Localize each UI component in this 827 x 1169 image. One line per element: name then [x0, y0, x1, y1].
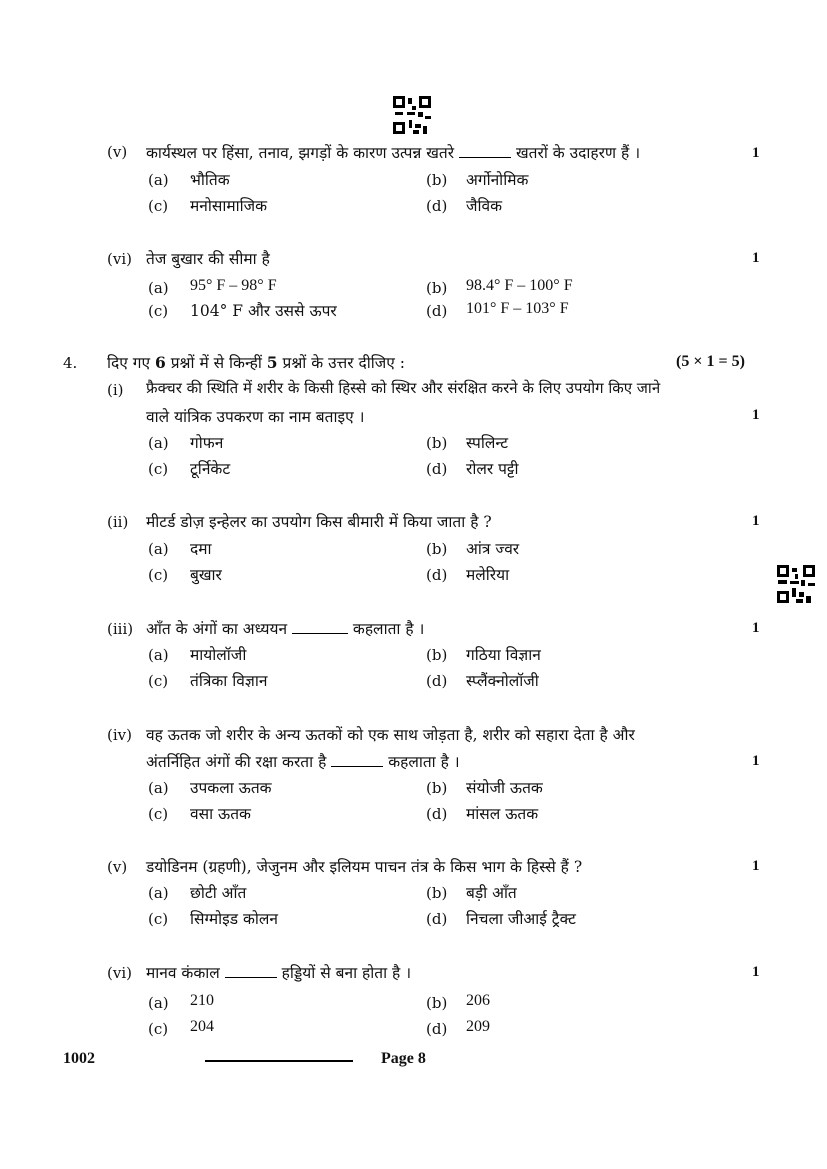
- option-label: (d): [426, 805, 448, 823]
- option-label: (b): [426, 779, 448, 797]
- option-label: (c): [148, 302, 169, 320]
- option-text: जैविक: [466, 197, 503, 215]
- option-label: (b): [426, 994, 448, 1012]
- question-marks: 1: [752, 858, 760, 874]
- section-total-marks: (5 × 1 = 5): [676, 353, 745, 370]
- option-text: मलेरिया: [466, 566, 510, 584]
- question-text-part: कहलाता है ।: [388, 753, 460, 771]
- footer-rule: [205, 1060, 353, 1062]
- option-label: (b): [426, 279, 448, 297]
- question-text-part: हड्डियों से बना होता है ।: [281, 964, 412, 982]
- option-text: दमा: [190, 540, 212, 558]
- option-label: (d): [426, 460, 448, 478]
- paper-code: 1002: [63, 1050, 95, 1067]
- option-text: 204: [190, 1018, 214, 1035]
- question-number: (vi): [107, 250, 132, 268]
- option-label: (c): [148, 910, 169, 928]
- instruction-part: प्रश्नों के उत्तर दीजिए :: [282, 354, 406, 372]
- option-text: गोफन: [190, 434, 224, 452]
- option-label: (c): [148, 197, 169, 215]
- option-text: 206: [466, 992, 490, 1009]
- question-number: (i): [107, 381, 124, 399]
- question-number: (v): [107, 143, 128, 161]
- option-label: (d): [426, 1020, 448, 1038]
- question-text: [146, 141, 640, 163]
- option-text: अर्गोनोमिक: [466, 171, 529, 189]
- option-label: (b): [426, 884, 448, 902]
- question-text: [146, 750, 460, 772]
- option-text: मायोलॉजी: [190, 646, 247, 664]
- instruction-count: 5: [266, 353, 278, 372]
- option-text: बड़ी आँत: [466, 884, 517, 902]
- question-text: फ्रैक्चर की स्थिति में शरीर के किसी हिस्से को स्थिर और संरक्षित करने के लिए उपयोग किए जाने: [146, 379, 661, 397]
- option-text: टूर्निकेट: [190, 460, 231, 478]
- question-marks: 1: [752, 753, 760, 769]
- option-text: 95° F – 98° F: [190, 277, 277, 294]
- option-label: (b): [426, 646, 448, 664]
- question-marks: 1: [752, 513, 760, 529]
- question-text: मीटर्ड डोज़ इन्हेलर का उपयोग किस बीमारी में किया जाता है ?: [146, 513, 492, 531]
- instruction-part: प्रश्नों में से किन्हीं: [170, 354, 262, 372]
- question-number: (vi): [107, 964, 132, 982]
- question-text-part: खतरों के उदाहरण हैं ।: [515, 144, 641, 162]
- option-text: निचला जीआई ट्रैक्ट: [466, 910, 576, 928]
- option-text: 104° F और उससे ऊपर: [190, 302, 337, 320]
- option-label: (d): [426, 197, 448, 215]
- option-label: (a): [148, 884, 169, 902]
- option-text: मनोसामाजिक: [190, 197, 268, 215]
- question-number: (ii): [107, 513, 129, 531]
- option-text: बुखार: [190, 566, 222, 584]
- question-text-part: कार्यस्थल पर हिंसा, तनाव, झगड़ों के कारण उत्पन्न खतरे: [146, 144, 455, 162]
- question-text: [146, 617, 424, 639]
- option-text: आंत्र ज्वर: [466, 540, 520, 558]
- option-text: 209: [466, 1018, 490, 1035]
- question-number: 4.: [63, 354, 78, 372]
- option-label: (a): [148, 279, 169, 297]
- option-label: (d): [426, 910, 448, 928]
- page-number: Page 8: [381, 1050, 426, 1067]
- option-label: (c): [148, 460, 169, 478]
- question-marks: 1: [752, 964, 760, 980]
- option-text: सिग्मोइड कोलन: [190, 910, 278, 928]
- answer-blank: [225, 977, 277, 978]
- question-marks: 1: [752, 145, 760, 161]
- section-instruction: [107, 351, 405, 373]
- option-text: मांसल ऊतक: [466, 805, 539, 823]
- option-text: उपकला ऊतक: [190, 779, 272, 797]
- option-label: (d): [426, 672, 448, 690]
- option-label: (a): [148, 779, 169, 797]
- question-number: (v): [107, 858, 128, 876]
- option-label: (b): [426, 434, 448, 452]
- question-marks: 1: [752, 250, 760, 266]
- question-text-part: कहलाता है ।: [352, 620, 425, 638]
- question-number: (iv): [107, 726, 132, 744]
- question-marks: 1: [752, 407, 760, 423]
- option-label: (a): [148, 540, 169, 558]
- option-text: 210: [190, 992, 214, 1009]
- question-text-part: अंतर्निहित अंगों की रक्षा करता है: [146, 753, 327, 771]
- option-text: स्प्लैंक्नोलॉजी: [466, 672, 539, 690]
- option-label: (a): [148, 646, 169, 664]
- option-label: (c): [148, 1020, 169, 1038]
- option-text: स्पलिन्ट: [466, 434, 509, 452]
- option-text: 101° F – 103° F: [466, 300, 569, 317]
- answer-blank: [292, 633, 348, 634]
- instruction-part: दिए गए: [107, 354, 151, 372]
- question-text: वह ऊतक जो शरीर के अन्य ऊतकों को एक साथ जोड़ता है, शरीर को सहारा देता है और: [146, 726, 635, 744]
- option-text: भौतिक: [190, 171, 230, 189]
- option-text: संयोजी ऊतक: [466, 779, 543, 797]
- option-label: (c): [148, 672, 169, 690]
- qr-code-top-icon: [393, 96, 431, 134]
- option-label: (d): [426, 566, 448, 584]
- option-label: (b): [426, 540, 448, 558]
- question-text-part: आँत के अंगों का अध्ययन: [146, 620, 288, 638]
- question-marks: 1: [752, 620, 760, 636]
- option-text: तंत्रिका विज्ञान: [190, 672, 268, 690]
- option-label: (d): [426, 302, 448, 320]
- option-label: (a): [148, 994, 169, 1012]
- option-label: (b): [426, 171, 448, 189]
- option-label: (c): [148, 566, 169, 584]
- question-text-part: मानव कंकाल: [146, 964, 220, 982]
- question-text: [146, 961, 411, 983]
- option-text: वसा ऊतक: [190, 805, 251, 823]
- option-text: छोटी आँत: [190, 884, 247, 902]
- instruction-count: 6: [154, 353, 166, 372]
- option-label: (c): [148, 805, 169, 823]
- question-text: वाले यांत्रिक उपकरण का नाम बताइए ।: [146, 408, 365, 426]
- option-label: (a): [148, 434, 169, 452]
- answer-blank: [459, 157, 511, 158]
- option-text: 98.4° F – 100° F: [466, 277, 573, 294]
- question-number: (iii): [107, 620, 134, 638]
- option-text: रोलर पट्टी: [466, 460, 519, 478]
- answer-blank: [331, 766, 383, 767]
- qr-code-side-icon: [777, 565, 815, 603]
- option-label: (a): [148, 171, 169, 189]
- question-text: तेज बुखार की सीमा है: [146, 250, 270, 268]
- option-text: गठिया विज्ञान: [466, 646, 541, 664]
- question-text: डयोडिनम (ग्रहणी), जेजुनम और इलियम पाचन तंत्र के किस भाग के हिस्से हैं ?: [146, 858, 583, 876]
